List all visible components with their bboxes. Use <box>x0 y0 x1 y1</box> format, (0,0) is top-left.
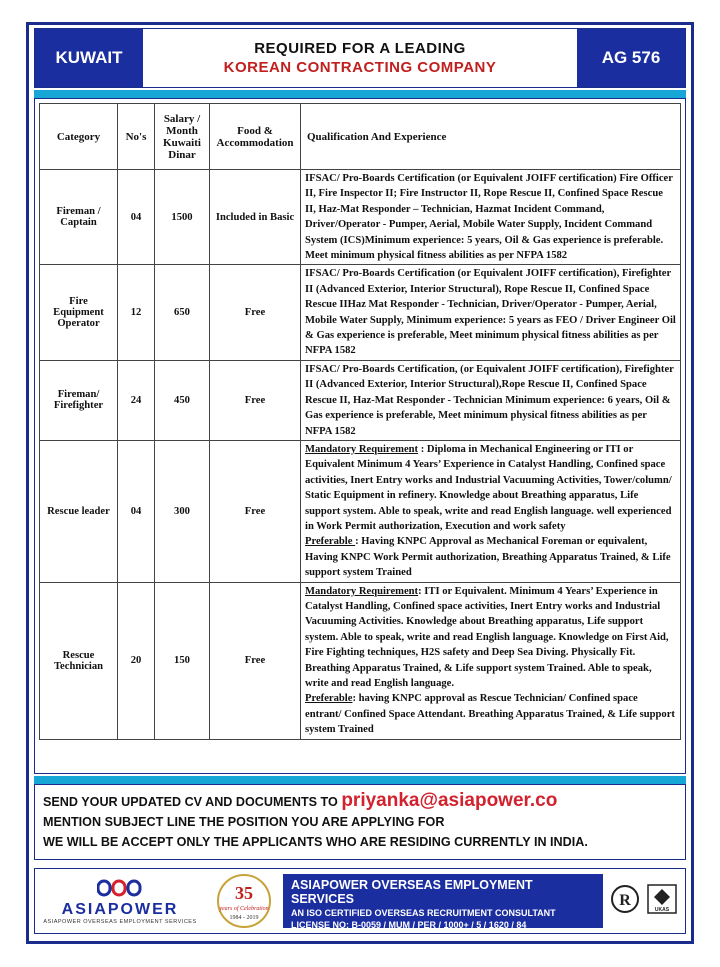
company-subtitle: AN ISO CERTIFIED OVERSEAS RECRUITMENT CONSULTANT <box>291 908 556 918</box>
logo-tagline: ASIAPOWER OVERSEAS EMPLOYMENT SERVICES <box>43 919 197 925</box>
certification-logos <box>603 883 685 919</box>
application-instructions <box>34 784 686 860</box>
preferable-text: : Having KNPC Approval as Mechanical Foreman or equivalent, Having KNPC Work Permit authorization, Breathing Apparatus Trained, & Life support system Trained <box>305 536 671 579</box>
asiapower-logo <box>35 869 205 933</box>
cell-category: Rescue Technician <box>40 582 118 739</box>
cell-salary: 1500 <box>155 170 210 265</box>
table-row <box>40 170 681 265</box>
table-row <box>40 265 681 360</box>
cell-salary: 450 <box>155 360 210 440</box>
ukas-cert-icon <box>646 883 678 919</box>
table-row <box>40 360 681 440</box>
svg-text:UKAS: UKAS <box>654 907 670 913</box>
cell-food: Free <box>210 440 301 582</box>
mandatory-label: Mandatory Requirement <box>305 585 419 597</box>
logo-word: ASIAPOWER <box>61 901 179 918</box>
preferable-label: Preferable <box>305 536 356 548</box>
cell-salary: 300 <box>155 440 210 582</box>
company-banner <box>34 868 686 934</box>
cell-qualification: IFSAC/ Pro-Boards Certification, (or Equivalent JOIFF certification), Firefighter II (Advanced Exterior, Interior Structural),Rope Rescue II, Confined Space Rescue II, Haz-Mat Responder - Technician Minimum experience: 6 years, Oil & Gas experience is preferable, Meet minimum physical fitness abilities as per NFPA 1582 <box>301 360 681 440</box>
header-title <box>143 29 577 87</box>
preferable-text: : having KNPC approval as Rescue Technician/ Confined space entrant/ Confined Space Attendant. Breathing Apparatus Trained, & Life support system Trained <box>305 693 675 736</box>
table-header-row <box>40 104 681 170</box>
header-qualification: Qualification And Experience <box>301 104 681 170</box>
anniversary-number: 35 <box>235 883 253 903</box>
jobs-table <box>39 103 681 740</box>
cell-food: Free <box>210 360 301 440</box>
table-row <box>40 440 681 582</box>
company-info <box>283 874 603 928</box>
header-salary: Salary / Month Kuwaiti Dinar <box>155 104 210 170</box>
logo-mark-icon <box>97 877 143 899</box>
anniversary-badge <box>205 869 283 933</box>
divider-bar-top <box>34 90 686 98</box>
cell-qualification <box>301 582 681 739</box>
cell-nos: 12 <box>118 265 155 360</box>
preferable-label: Preferable <box>305 693 353 705</box>
cell-qualification: IFSAC/ Pro-Boards Certification (or Equivalent JOIFF certification), Firefighter II (Advanced Exterior, Interior Structural), Rope Rescue II, Confined Space Rescue IIHaz Mat Responder - Technician, Driver/Operator - Pumper, Aerial, Mobile Water Supply, Minimum experience: 5 years as FEO / Driver Engineer Oil & Gas experience is preferable, Meet minimum physical fitness abilities as per NFPA 1582 <box>301 265 681 360</box>
anniversary-years: 1984 - 2019 <box>229 915 259 921</box>
divider-bar-bottom <box>34 776 686 784</box>
cell-nos: 04 <box>118 170 155 265</box>
cell-nos: 04 <box>118 440 155 582</box>
header-category: Category <box>40 104 118 170</box>
title-line-1: REQUIRED FOR A LEADING <box>254 40 466 57</box>
cell-nos: 24 <box>118 360 155 440</box>
header <box>34 28 686 88</box>
subject-line-note: MENTION SUBJECT LINE THE POSITION YOU ARE APPLYING FOR <box>43 815 445 829</box>
mandatory-text: : Diploma in Mechanical Engineering or ITI or Equivalent Minimum 4 Years’ Experience in Catalyst Handling, Confined space activities, Inert Entry works and Industrial Vacuuming Activities, Tower/column/ Static Equipment in refinery. Knowledge about Breathing apparatus, Life support system. Able to speak, write and read English language. well experienced in Work Permit authorization, Execution and work safety <box>305 443 672 532</box>
cell-food: Free <box>210 265 301 360</box>
cell-qualification <box>301 440 681 582</box>
cell-category: Rescue leader <box>40 440 118 582</box>
reference-code: AG 576 <box>577 29 685 87</box>
title-line-2: KOREAN CONTRACTING COMPANY <box>223 59 497 76</box>
residency-note: WE WILL BE ACCEPT ONLY THE APPLICANTS WHO ARE RESIDING CURRENTLY IN INDIA. <box>43 835 588 849</box>
anniversary-text: years of Celebration <box>219 906 269 912</box>
cell-salary: 650 <box>155 265 210 360</box>
svg-text:R: R <box>619 892 631 909</box>
header-food: Food & Accommodation <box>210 104 301 170</box>
registered-cert-icon <box>610 883 640 919</box>
cell-category: Fireman/ Firefighter <box>40 360 118 440</box>
mandatory-text: : ITI or Equivalent. Minimum 4 Years’ Experience in Catalyst Handling, Confined space activities, Inert Entry works and Industrial Vacuuming Activities. Knowledge about Breathing apparatus, Life support system. Able to speak, write and read English language. Knowledge on First Aid, Fire Fighting techniques, H2S safety and Deep Sea Diving. Physically Fit. Breathing Apparatus Trained, & Life support system Trained. Able to speak, write and read English language. <box>305 585 669 689</box>
cell-nos: 20 <box>118 582 155 739</box>
cell-qualification: IFSAC/ Pro-Boards Certification (or Equivalent JOIFF certification) Fire Officer II, Fire Inspector II; Fire Instructor II, Rope Rescue II, Confined Space Rescue II, Haz-Mat Responder – Technician, Hazmat Incident Command, Driver/Operator - Pumper, Aerial, Mobile Water Supply, Incident Command System (ICS)Minimum experience: 5 years, Oil & Gas experience is preferable. Meet minimum physical fitness abilities as per NFPA 1582 <box>301 170 681 265</box>
mandatory-label: Mandatory Requirement <box>305 443 419 455</box>
table-row <box>40 582 681 739</box>
jobs-table-container <box>34 98 686 774</box>
license-number: LICENSE NO: B-0059 / MUM / PER / 1000+ / 5 / 1620 / 84 <box>291 920 527 930</box>
cell-food: Included in Basic <box>210 170 301 265</box>
company-name: ASIAPOWER OVERSEAS EMPLOYMENT SERVICES <box>291 878 533 906</box>
country-label: KUWAIT <box>35 29 143 87</box>
cell-salary: 150 <box>155 582 210 739</box>
cell-category: Fireman / Captain <box>40 170 118 265</box>
send-line <box>43 791 677 812</box>
contact-email[interactable]: priyanka@asiapower.co <box>341 790 558 811</box>
cell-food: Free <box>210 582 301 739</box>
send-prefix: SEND YOUR UPDATED CV AND DOCUMENTS TO <box>43 795 342 809</box>
cell-category: Fire Equipment Operator <box>40 265 118 360</box>
header-nos: No's <box>118 104 155 170</box>
